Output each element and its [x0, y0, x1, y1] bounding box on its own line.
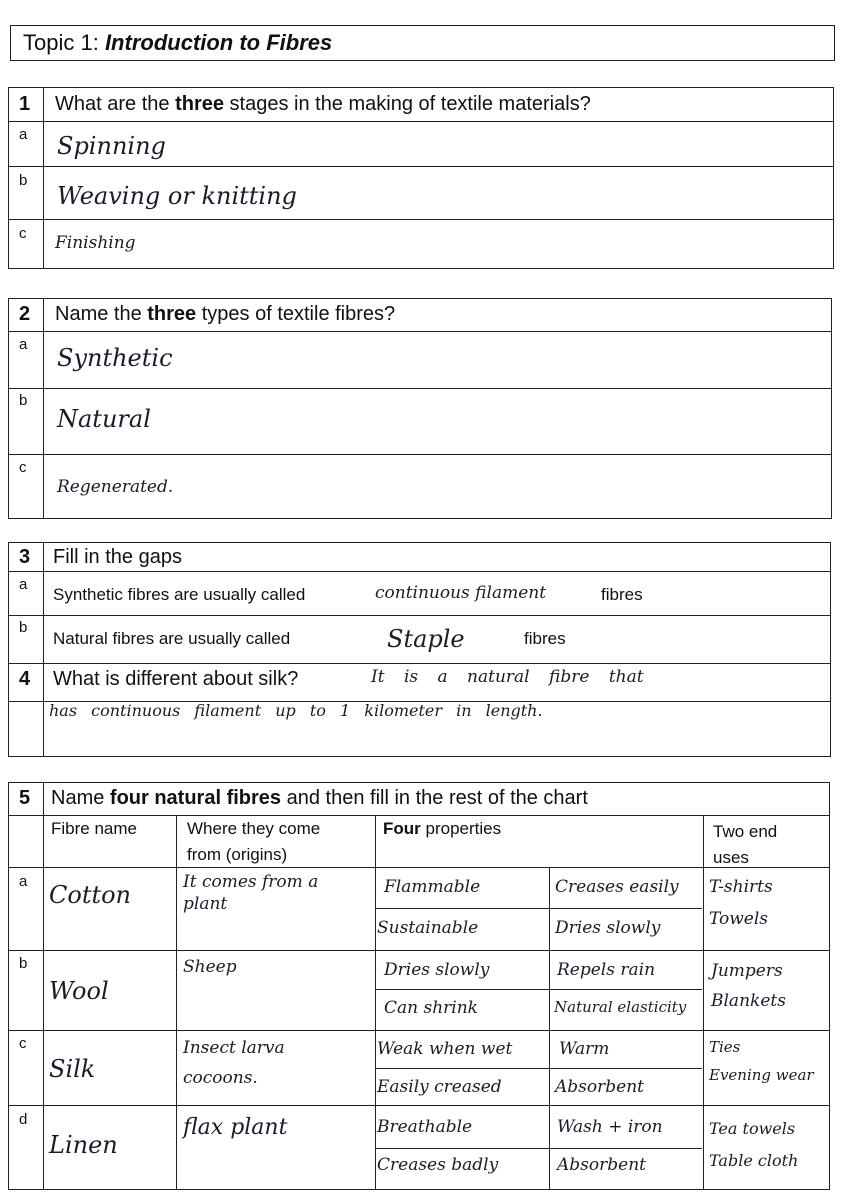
question-5-text: Name four natural fibres and then fill in the rest of the chart — [51, 787, 588, 809]
question-2-letter-c: c — [19, 459, 27, 476]
question-3a-answer[interactable]: continuous filament — [375, 583, 547, 603]
question-1-text: What are the three stages in the making of textile materials? — [55, 93, 591, 115]
question-1-number: 1 — [19, 93, 31, 115]
row-a-origin[interactable]: It comes from a plant — [183, 872, 319, 914]
row-d-prop-3[interactable]: Creases badly — [377, 1155, 499, 1175]
question-2-box — [8, 298, 832, 519]
row-a-prop-3[interactable]: Sustainable — [377, 918, 479, 938]
question-4-answer-line2[interactable]: has continuous filament up to 1 kilometer in length. — [49, 701, 543, 720]
row-d-fibre[interactable]: Linen — [49, 1131, 118, 1159]
question-2-answer-c[interactable]: Regenerated. — [57, 477, 174, 497]
question-1-box — [8, 87, 834, 269]
row-c-fibre[interactable]: Silk — [49, 1055, 96, 1083]
question-1-letter-a: a — [19, 126, 28, 143]
row-d-prop-2[interactable]: Wash + iron — [557, 1117, 663, 1137]
row-d-origin[interactable]: flax plant — [183, 1115, 288, 1140]
question-1-answer-b[interactable]: Weaving or knitting — [57, 182, 297, 210]
row-a-fibre[interactable]: Cotton — [49, 881, 132, 909]
row-b-prop-4[interactable]: Natural elasticity — [554, 998, 687, 1016]
question-2-answer-b[interactable]: Natural — [57, 405, 151, 433]
question-4-number: 4 — [19, 668, 31, 690]
question-3-letter-a: a — [19, 576, 28, 593]
row-b-prop-2[interactable]: Repels rain — [557, 960, 656, 980]
question-1-answer-c[interactable]: Finishing — [55, 233, 136, 253]
topic-title-box — [10, 25, 835, 61]
row-b-uses[interactable]: Jumpers Blankets — [711, 961, 786, 1011]
row-a-prop-4[interactable]: Dries slowly — [555, 918, 661, 938]
question-3a-suffix: fibres — [601, 585, 643, 604]
row-c-prop-2[interactable]: Warm — [559, 1039, 610, 1059]
row-a-prop-2[interactable]: Creases easily — [555, 877, 679, 897]
row-d-prop-4[interactable]: Absorbent — [557, 1155, 646, 1175]
row-b-prop-3[interactable]: Can shrink — [384, 998, 478, 1018]
question-3a-prefix: Synthetic fibres are usually called — [53, 585, 306, 604]
header-properties: Four properties — [383, 819, 502, 838]
question-3b-suffix: fibres — [524, 629, 566, 648]
row-a-prop-1[interactable]: Flammable — [384, 877, 481, 897]
row-c-letter: c — [19, 1035, 27, 1052]
row-d-letter: d — [19, 1111, 28, 1128]
question-2-answer-a[interactable]: Synthetic — [57, 344, 173, 372]
header-fibre-name: Fibre name — [51, 819, 137, 838]
question-3b-prefix: Natural fibres are usually called — [53, 629, 291, 648]
row-b-letter: b — [19, 955, 28, 972]
row-a-uses[interactable]: T-shirts Towels — [709, 877, 773, 929]
topic-title: Topic 1: Introduction to Fibres — [23, 30, 333, 55]
row-b-fibre[interactable]: Wool — [49, 977, 109, 1005]
row-c-prop-1[interactable]: Weak when wet — [377, 1039, 513, 1059]
question-4-text: What is different about silk? — [53, 668, 299, 690]
question-5-box — [8, 782, 830, 1190]
question-2-letter-b: b — [19, 392, 28, 409]
row-c-prop-3[interactable]: Easily creased — [377, 1077, 502, 1097]
question-4-answer-line1[interactable]: It is a natural fibre that — [371, 667, 644, 687]
row-d-uses[interactable]: Tea towels Table cloth — [709, 1119, 799, 1170]
row-c-uses[interactable]: Ties Evening wear — [709, 1038, 814, 1084]
question-2-number: 2 — [19, 303, 31, 325]
row-c-prop-4[interactable]: Absorbent — [555, 1077, 644, 1097]
question-3-number: 3 — [19, 546, 31, 568]
question-5-number: 5 — [19, 787, 31, 809]
question-3-text: Fill in the gaps — [53, 546, 182, 568]
row-d-prop-1[interactable]: Breathable — [377, 1117, 473, 1137]
header-origin: Where they come from (origins) — [187, 819, 321, 864]
question-3-4-box — [8, 542, 831, 757]
row-b-origin[interactable]: Sheep — [183, 957, 237, 977]
question-1-answer-a[interactable]: Spinning — [57, 132, 166, 160]
header-end-uses: Two end uses — [713, 822, 778, 867]
row-a-letter: a — [19, 873, 28, 890]
row-c-origin[interactable]: Insect larva cocoons. — [183, 1038, 285, 1088]
row-b-prop-1[interactable]: Dries slowly — [384, 960, 490, 980]
question-3b-answer[interactable]: Staple — [387, 625, 465, 653]
question-1-letter-c: c — [19, 225, 27, 242]
question-3-letter-b: b — [19, 619, 28, 636]
question-2-text: Name the three types of textile fibres? — [55, 303, 396, 325]
question-1-letter-b: b — [19, 172, 28, 189]
question-2-letter-a: a — [19, 336, 28, 353]
